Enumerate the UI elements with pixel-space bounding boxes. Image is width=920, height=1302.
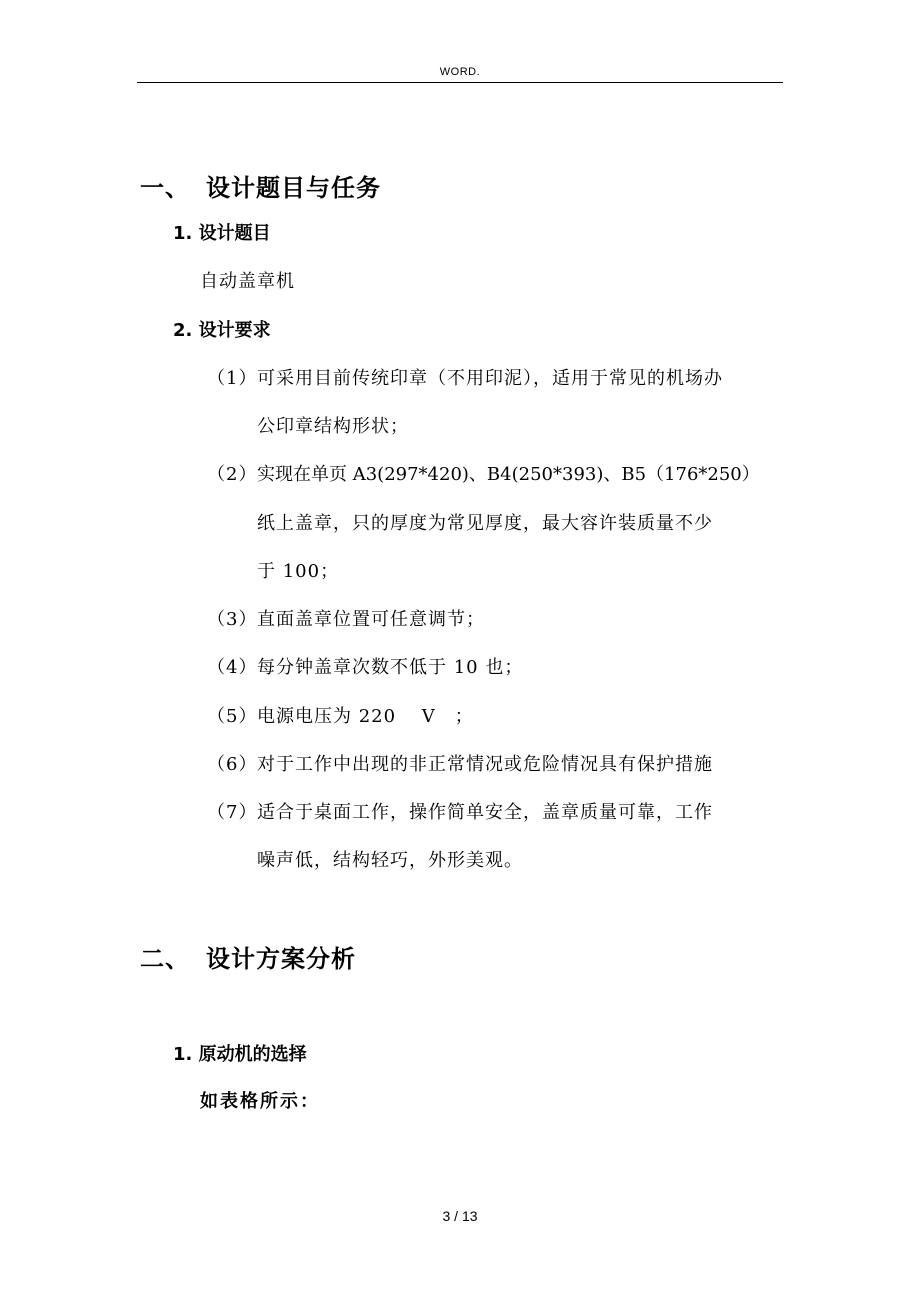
table-intro-text: 如表格所示： <box>200 1091 320 1112</box>
requirement-5 <box>207 702 474 728</box>
requirement-1-line-2: 公印章结构形状； <box>257 416 409 437</box>
requirement-3-number: （3） <box>207 609 258 630</box>
header-rule <box>137 82 783 83</box>
requirement-3-line-1: 直面盖章位置可任意调节； <box>257 609 485 630</box>
requirement-3 <box>207 605 485 631</box>
requirement-2-line-1: 实现在单页 A3(297*420)、B4(250*393)、B5（176*250） <box>257 464 760 485</box>
requirement-7-line-1: 适合于桌面工作，操作简单安全，盖章质量可靠，工作 <box>257 802 713 823</box>
section-2-heading <box>140 939 356 974</box>
requirement-1 <box>207 364 723 390</box>
requirement-2-line-3: 于 100； <box>257 561 340 582</box>
requirement-6-number: （6） <box>207 754 258 775</box>
page-number: 3 / 13 <box>442 1208 478 1224</box>
requirement-1-line-1: 可采用目前传统印章（不用印泥），适用于常见的机场办 <box>257 368 723 389</box>
subsection-2-1-title: 1. 原动机的选择 <box>173 1044 307 1065</box>
section-1-number: 一、 <box>140 174 190 202</box>
requirement-4-number: （4） <box>207 657 258 678</box>
requirement-7-number: （7） <box>207 802 258 823</box>
requirement-2-line-2: 纸上盖章，只的厚度为常见厚度，最大容许装质量不少 <box>257 513 713 534</box>
design-topic-text: 自动盖章机 <box>200 271 295 292</box>
subsection-1-1-title: 1. 设计题目 <box>173 223 271 244</box>
page-header: WORD. <box>439 66 481 78</box>
requirement-2-number: （2） <box>207 464 258 485</box>
section-2-title: 设计方案分析 <box>206 945 356 973</box>
requirement-1-number: （1） <box>207 368 258 389</box>
requirement-2 <box>207 460 760 486</box>
section-2-number: 二、 <box>140 945 190 973</box>
requirement-7-line-2: 噪声低，结构轻巧，外形美观。 <box>257 850 523 871</box>
requirement-5-line-1: 电源电压为 220 V ； <box>257 706 474 727</box>
requirement-4-line-1: 每分钟盖章次数不低于 10 也； <box>257 657 524 678</box>
subsection-1-2-title: 2. 设计要求 <box>173 320 271 341</box>
requirement-4 <box>207 653 523 679</box>
requirement-6-line-1: 对于工作中出现的非正常情况或危险情况具有保护措施 <box>257 754 713 775</box>
section-1-title: 设计题目与任务 <box>206 174 381 202</box>
requirement-5-number: （5） <box>207 706 258 727</box>
requirement-7 <box>207 798 713 824</box>
section-1-heading <box>140 168 381 203</box>
requirement-6 <box>207 750 713 776</box>
